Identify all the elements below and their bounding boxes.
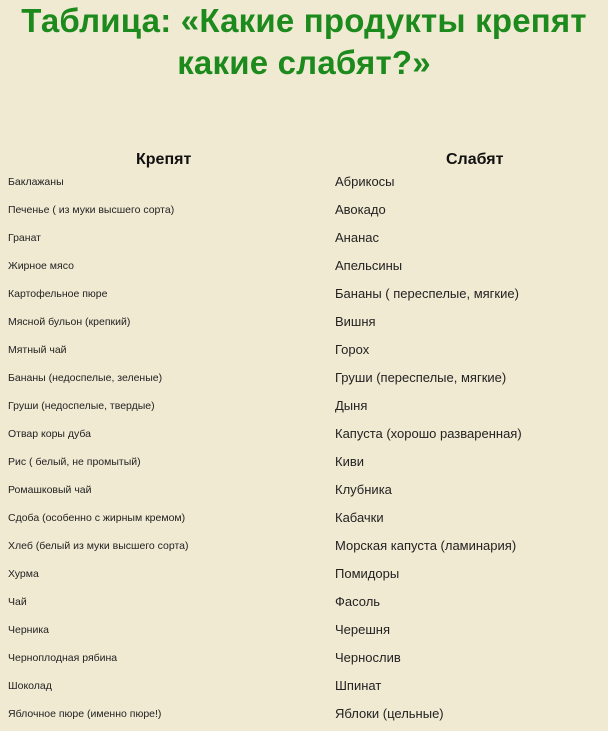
list-item: Печенье ( из муки высшего сорта)	[8, 204, 175, 216]
list-item: Черноплодная рябина	[8, 652, 118, 664]
list-item: Яблочное пюре (именно пюре!)	[8, 708, 162, 720]
list-item: Бананы (недоспелые, зеленые)	[8, 372, 163, 384]
list-item: Морская капуста (ламинария)	[335, 538, 517, 553]
page-title	[0, 0, 608, 84]
column-constipating	[8, 149, 328, 731]
list-item: Помидоры	[335, 566, 400, 581]
list-item: Ромашковый чай	[8, 484, 92, 496]
list-item: Капуста (хорошо разваренная)	[335, 426, 522, 441]
list-item: Рис ( белый, не промытый)	[8, 456, 141, 468]
list-item: Горох	[335, 342, 370, 357]
column-laxative	[335, 149, 605, 731]
list-item: Чай	[8, 596, 27, 608]
list-item: Черешня	[335, 622, 391, 637]
list-item: Хлеб (белый из муки высшего сорта)	[8, 540, 189, 552]
list-item: Бананы ( переспелые, мягкие)	[335, 286, 519, 301]
list-item: Картофельное пюре	[8, 288, 108, 300]
list-item: Отвар коры дуба	[8, 428, 91, 440]
list-item: Киви	[335, 454, 365, 469]
list-item: Черника	[8, 624, 50, 636]
list-constipating	[8, 171, 328, 731]
list-item: Ананас	[335, 230, 379, 245]
list-item: Апельсины	[335, 258, 403, 273]
title-line-1: Таблица: «Какие продукты крепят	[21, 2, 587, 39]
list-item: Мятный чай	[8, 344, 67, 356]
list-item: Кабачки	[335, 510, 384, 525]
list-item: Абрикосы	[335, 174, 395, 189]
list-item: Баклажаны	[8, 176, 64, 188]
title-line-2: какие слабят?»	[177, 44, 431, 81]
list-item: Авокадо	[335, 202, 386, 217]
list-laxative	[335, 171, 605, 731]
list-item: Яблоки (цельные)	[335, 706, 444, 721]
column-header-constipating: Крепят	[136, 151, 192, 168]
column-header-laxative: Слабят	[446, 151, 504, 168]
list-item: Дыня	[335, 398, 368, 413]
list-item: Мясной бульон (крепкий)	[8, 316, 131, 328]
list-item: Жирное мясо	[8, 260, 74, 272]
list-item: Хурма	[8, 568, 39, 580]
list-item: Сдоба (особенно с жирным кремом)	[8, 512, 186, 524]
list-item: Фасоль	[335, 594, 381, 609]
list-item: Шоколад	[8, 680, 52, 692]
list-item: Гранат	[8, 232, 41, 244]
list-item: Груши (переспелые, мягкие)	[335, 370, 507, 385]
list-item: Клубника	[335, 482, 392, 497]
list-item: Шпинат	[335, 678, 382, 693]
list-item: Чернослив	[335, 650, 401, 665]
list-item: Вишня	[335, 314, 376, 329]
list-item: Груши (недоспелые, твердые)	[8, 400, 155, 412]
